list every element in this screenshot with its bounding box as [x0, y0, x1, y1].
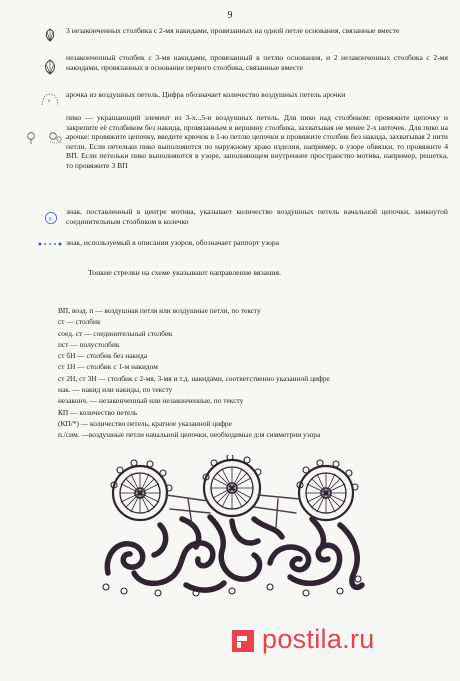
watermark-text: postila.ru: [262, 624, 375, 654]
abbreviation-line: ст 2Н, ст 3Н — столбик с 2-мя, 3-мя и т.д. накидами, соответственно указанной цифре: [58, 373, 330, 383]
svg-text:n: n: [48, 99, 51, 104]
abbreviation-line: ст бН — столбик без накида: [58, 351, 148, 361]
lace-wheel: [113, 466, 167, 520]
legend-item: [0, 207, 460, 233]
legend-text: 3 незаконченных столбика с 2-мя накидами, провязанных на одной петле основания, связанные вместе: [66, 26, 400, 35]
lace-wheel: [204, 460, 260, 516]
lace-motif-image: [100, 455, 365, 597]
abbreviation-line: (КП/*) — количество петель, кратное указанной цифре: [58, 418, 232, 428]
legend-text: незаконченный столбик с 3-мя накидами, провязанный в петлю основания, и 2 незаконченных столбика с 2-мя накидами, провязанных в основание первого столбика, связанные вместе: [66, 53, 448, 72]
legend-item: [0, 238, 460, 252]
legend-text: знак, используемый в описании узоров, обозначает раппорт узора: [66, 238, 279, 247]
abbreviation-line: незаконч. — незаконченный или незаконченные, по тексту: [58, 396, 244, 406]
repeat-marker-icon: [38, 241, 62, 247]
abbreviation-line: КП — количество петель: [58, 407, 138, 417]
center-ring-icon: [44, 211, 58, 225]
arrows-note: Тонкие стрелки на схеме указывают направление вязания.: [88, 268, 281, 277]
abbreviation-line: ВП, возд. п — воздушная петля или воздушные петли, по тексту: [58, 306, 261, 315]
three-unfinished-dc-icon: [44, 28, 56, 42]
abbreviation-line: пст — полустолбик: [58, 339, 120, 349]
legend-item: [0, 26, 460, 44]
chain-arch-icon: [40, 92, 60, 106]
page-number: 9: [227, 10, 233, 21]
legend-text: арочка из воздушных петель. Цифра обозначает количество воздушных петель арочки: [66, 90, 346, 99]
legend-text: пико — украшающий элемент из 3-х...5-и воздушных петель. Для пико над столбиком: провяжите цепочку и закрепите её столбиком без накида, провязанным в вершину столбика, захватывая не менее 2-х ниточек. Для пико на арочке: провяжите цепочку, введите крючок в 1-ю петлю цепочки и провяжите столбик без накида, захватывая 2 нити петли. Если петельки пико выполняются по наружному краю изделия, например, в узоре обвязки, то провяжите 4 ВП. Если петельки пико выполняются в узоре, заполняющем внутреннее пространство мотива, например, решетка, то провяжите 3 ВП: [66, 113, 448, 170]
svg-text:n: n: [48, 216, 52, 223]
abbreviation-line: п./сим. —воздушные петли начальной цепочки, необходимые для симметрии узора: [58, 430, 321, 440]
legend-item: [0, 113, 460, 205]
abbreviation-line: соед. ст — соединительный столбик: [58, 328, 173, 338]
legend-item: [0, 90, 460, 110]
abbreviation-line: ст — столбик: [58, 317, 101, 327]
legend-item: [0, 53, 460, 85]
abbreviation-line: нак. — накид или накиды, по тексту: [58, 385, 173, 395]
legend-text: знак, поставленный в центре мотива, указывает количество воздушных петель начальной цепочки, замкнутой соединительным столбиком в колечко: [66, 207, 448, 226]
abbreviation-line: ст 1Н — столбик с 1-м накидом: [58, 362, 158, 372]
abbreviation-list: [58, 305, 453, 441]
picot-icon: [26, 131, 62, 145]
lace-wheel: [299, 466, 353, 520]
watermark: [0, 622, 460, 672]
leaf-cluster-icon: [43, 59, 57, 75]
